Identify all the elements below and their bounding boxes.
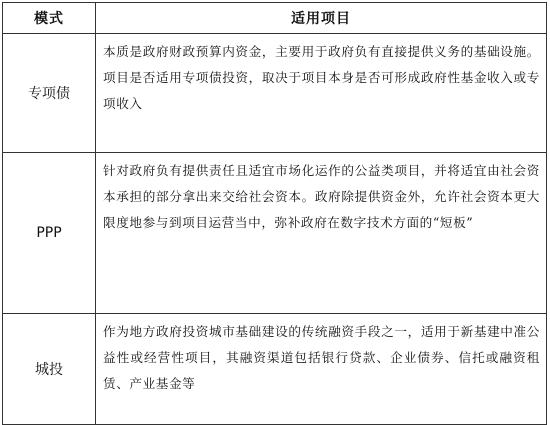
mode-cell-special-bond: 专项债 (3, 34, 96, 153)
mode-cell-ppp: PPP (3, 153, 96, 314)
table-row (3, 34, 547, 153)
header-scope: 适用项目 (96, 3, 547, 34)
header-mode: 模式 (3, 3, 96, 34)
mode-cell-urban-investment: 城投 (3, 314, 96, 425)
financing-modes-table (2, 2, 547, 425)
scope-cell-special-bond: 本质是政府财政预算内资金，主要用于政府负有直接提供义务的基础设施。项目是否适用专项债投资，取决于项目本身是否可形成政府性基金收入或专项收入 (96, 34, 547, 153)
table-header-row (3, 3, 547, 34)
table-row (3, 314, 547, 425)
table-row (3, 153, 547, 314)
scope-cell-urban-investment: 作为地方政府投资城市基础建设的传统融资手段之一，适用于新基建中准公益性或经营性项目，其融资渠道包括银行贷款、企业债券、信托或融资租赁、产业基金等 (96, 314, 547, 425)
scope-cell-ppp: 针对政府负有提供责任且适宜市场化运作的公益类项目，并将适宜由社会资本承担的部分拿出来交给社会资本。政府除提供资金外，允许社会资本更大限度地参与到项目运营当中，弥补政府在数字技术方面的“短板” (96, 153, 547, 314)
